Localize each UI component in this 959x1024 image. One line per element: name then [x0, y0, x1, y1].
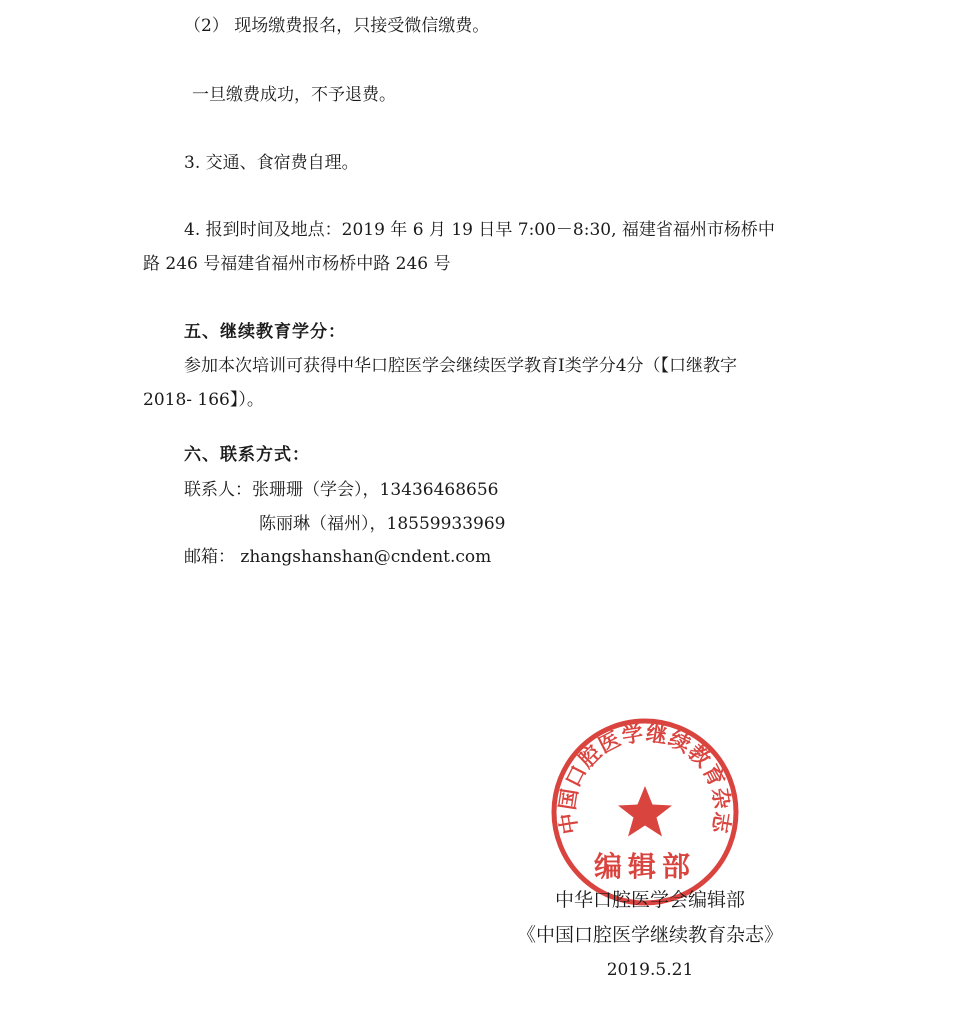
official-seal — [549, 716, 741, 908]
contact-person-1: 联系人：张珊珊（学会），13436468656 — [184, 480, 499, 500]
seal-ring-text: 中国口腔医学继续教育杂志 — [555, 721, 735, 836]
payment-item-2: （2） 现场缴费报名，只接受微信缴费。 — [184, 16, 490, 36]
seal-center-text: 编辑部 — [593, 850, 697, 883]
section-5-line-1: 参加本次培训可获得中华口腔医学会继续医学教育I类学分4分（【口继教字 — [184, 356, 738, 376]
item-4-line-2: 路 246 号福建省福州市杨桥中路 246 号 — [143, 254, 451, 274]
signature-date: 2019.5.21 — [606, 960, 694, 980]
seal-star-icon — [618, 786, 672, 837]
contact-person-2: 陈丽琳（福州），18559933969 — [259, 514, 506, 534]
signature-journal: 《中国口腔医学继续教育杂志》 — [516, 924, 783, 946]
item-4-line-1: 4. 报到时间及地点：2019 年 6 月 19 日早 7:00－8:30, 福建省福州市杨桥中 — [184, 220, 775, 240]
section-5-line-2: 2018- 166】）。 — [143, 390, 264, 410]
contact-email: 邮箱： zhangshanshan@cndent.com — [184, 547, 492, 567]
item-3-text: 3. 交通、食宿费自理。 — [184, 153, 359, 173]
section-5-heading: 五、继续教育学分： — [184, 322, 346, 342]
refund-note: 一旦缴费成功，不予退费。 — [192, 85, 396, 105]
section-6-heading: 六、联系方式： — [184, 445, 310, 465]
signature-org: 中华口腔医学会编辑部 — [554, 889, 745, 911]
